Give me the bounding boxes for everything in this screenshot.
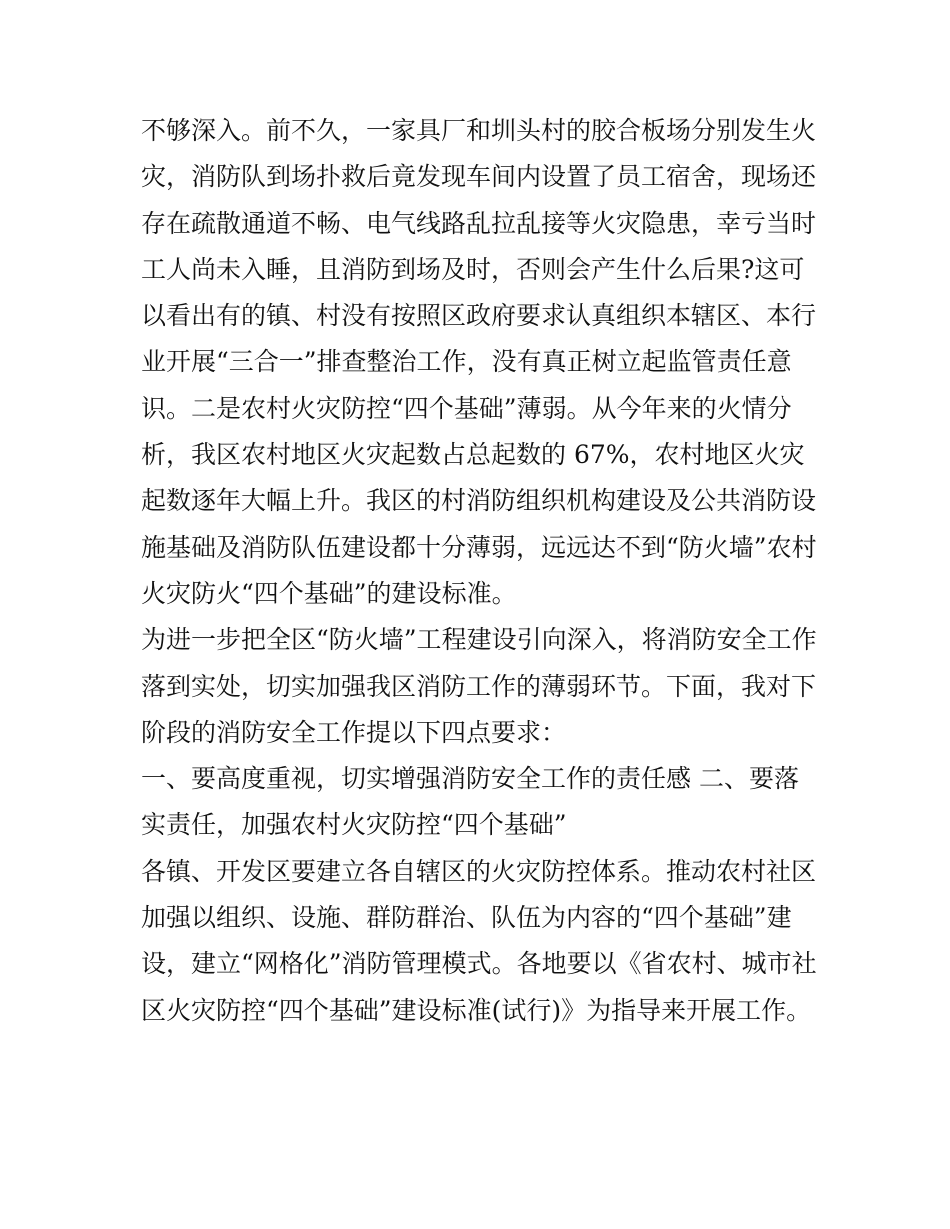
text-line: 落到实处，切实加强我区消防工作的薄弱环节。下面，我对下 xyxy=(141,671,817,701)
text-line: 析，我区农村地区火灾起数占总起数的 67%，农村地区火灾 xyxy=(141,440,805,470)
text-line: 火灾防火“四个基础”的建设标准。 xyxy=(141,578,517,608)
text-line: 存在疏散通道不畅、电气线路乱拉乱接等火灾隐患，幸亏当时 xyxy=(141,208,817,238)
text-line: 识。二是农村火灾防控“四个基础”薄弱。从今年来的火情分 xyxy=(141,393,792,423)
text-line: 以看出有的镇、村没有按照区政府要求认真组织本辖区、本行 xyxy=(141,301,817,331)
text-line: 设，建立“网格化”消防管理模式。各地要以《省农村、城市社 xyxy=(141,949,817,979)
text-line: 实责任，加强农村火灾防控“四个基础” xyxy=(141,810,567,840)
text-line: 工人尚未入睡，且消防到场及时，否则会产生什么后果?这可 xyxy=(141,254,805,284)
text-line: 施基础及消防队伍建设都十分薄弱，远远达不到“防火墙”农村 xyxy=(141,532,817,562)
text-line: 各镇、开发区要建立各自辖区的火灾防控体系。推动农村社区 xyxy=(141,856,817,886)
text-line: 区火灾防控“四个基础”建设标准(试行)》为指导来开展工作。 xyxy=(141,995,812,1025)
text-line: 业开展“三合一”排查整治工作，没有真正树立起监管责任意 xyxy=(141,347,792,377)
text-line: 不够深入。前不久，一家具厂和圳头村的胶合板场分别发生火 xyxy=(141,116,817,145)
body-text xyxy=(141,108,821,1034)
text-line: 灾，消防队到场扑救后竟发现车间内设置了员工宿舍，现场还 xyxy=(141,162,817,192)
text-line: 为进一步把全区“防火墙”工程建设引向深入，将消防安全工作 xyxy=(141,625,817,655)
text-line: 一、要高度重视，切实增强消防安全工作的责任感 二、要落 xyxy=(141,764,799,794)
text-line: 起数逐年大幅上升。我区的村消防组织机构建设及公共消防设 xyxy=(141,486,817,516)
text-line: 阶段的消防安全工作提以下四点要求： xyxy=(141,717,567,747)
text-line: 加强以组织、设施、群防群治、队伍为内容的“四个基础”建 xyxy=(141,903,792,933)
